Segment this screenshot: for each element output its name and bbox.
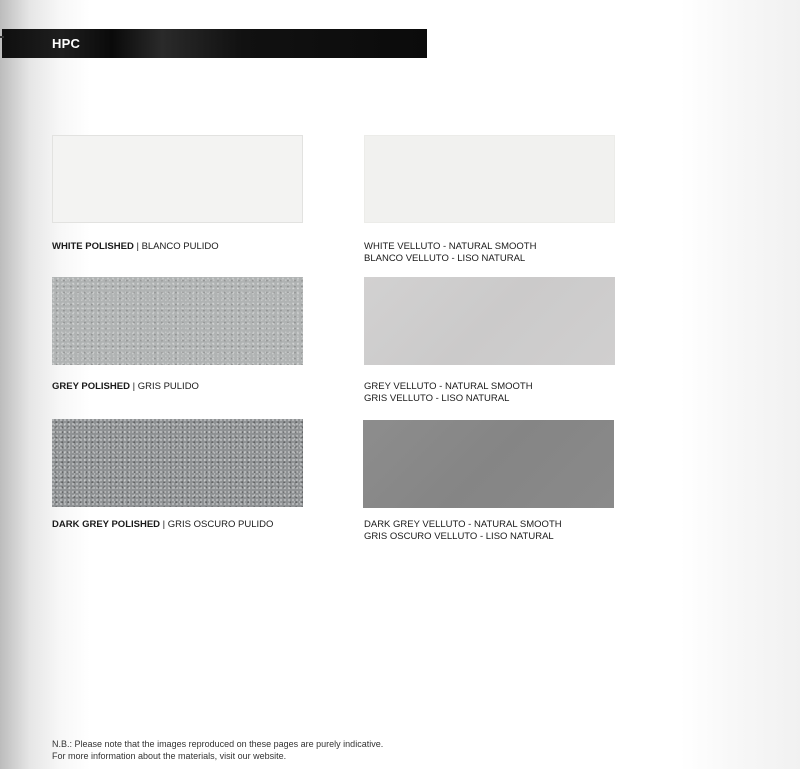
caption-line2: BLANCO VELLUTO - LISO NATURAL	[364, 253, 526, 264]
caption-dark-grey-polished	[52, 519, 273, 531]
caption-white-polished	[52, 241, 219, 253]
swatch-grey-polished	[52, 277, 303, 365]
swatch-dark-grey-polished	[52, 419, 303, 507]
page-title: HPC	[52, 36, 81, 51]
caption-grey-velluto	[364, 381, 533, 405]
header-tick-mark	[0, 36, 4, 38]
caption-line2: GRIS VELLUTO - LISO NATURAL	[364, 393, 510, 404]
caption-primary: GREY POLISHED	[52, 381, 130, 392]
caption-white-velluto	[364, 241, 536, 265]
swatch-dark-grey-velluto	[363, 420, 614, 508]
footnote	[52, 738, 383, 762]
caption-line1: DARK GREY VELLUTO - NATURAL SMOOTH	[364, 519, 562, 530]
swatch-grey-velluto	[364, 277, 615, 365]
caption-line1: GREY VELLUTO - NATURAL SMOOTH	[364, 381, 533, 392]
caption-primary: DARK GREY POLISHED	[52, 519, 161, 530]
caption-secondary: GRIS PULIDO	[137, 381, 199, 392]
swatch-white-polished	[52, 135, 303, 223]
footnote-line2: For more information about the materials, visit our website.	[52, 751, 287, 761]
caption-line1: WHITE VELLUTO - NATURAL SMOOTH	[364, 241, 537, 252]
caption-line2: GRIS OSCURO VELLUTO - LISO NATURAL	[364, 531, 554, 542]
caption-separator: |	[133, 241, 142, 252]
caption-dark-grey-velluto	[364, 519, 562, 543]
caption-primary: WHITE POLISHED	[52, 241, 134, 252]
swatch-white-velluto	[364, 135, 615, 223]
caption-separator: |	[160, 519, 168, 530]
caption-secondary: BLANCO PULIDO	[141, 241, 219, 252]
caption-separator: |	[129, 381, 138, 392]
caption-secondary: GRIS OSCURO PULIDO	[167, 519, 274, 530]
footnote-line1: N.B.: Please note that the images reproduced on these pages are purely indicative.	[52, 739, 384, 749]
caption-grey-polished	[52, 381, 199, 393]
